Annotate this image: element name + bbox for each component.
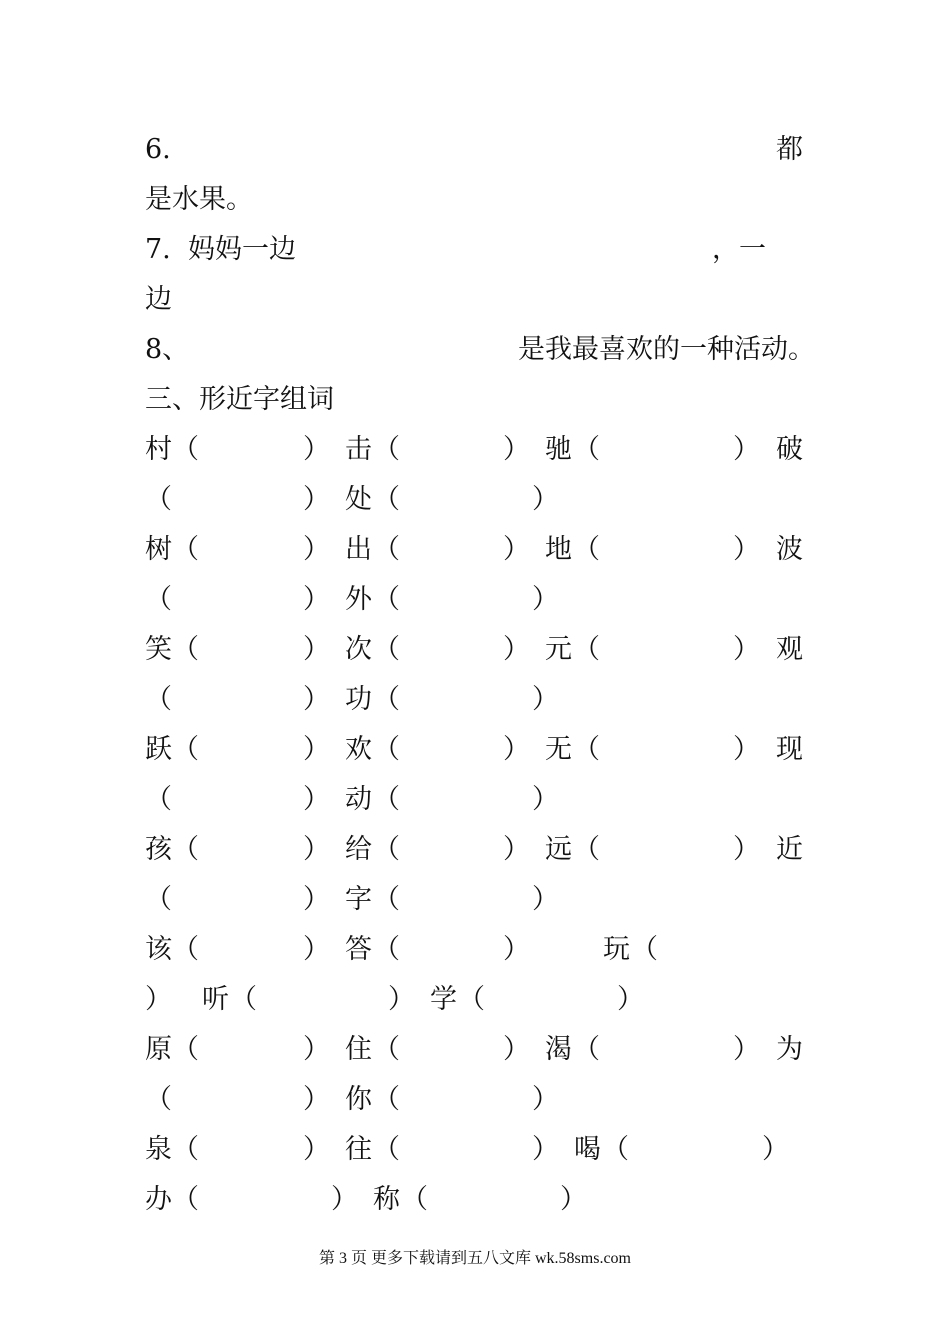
open-paren: （ <box>373 884 400 915</box>
close-paren: ） <box>733 734 760 765</box>
close-paren: ） <box>617 984 644 1015</box>
word-char: 笑 <box>145 634 172 665</box>
close-paren: ） <box>503 734 530 765</box>
word-char: 玩 <box>603 934 630 965</box>
open-paren: （ <box>373 1084 400 1115</box>
open-paren: （ <box>573 734 600 765</box>
open-paren: （ <box>172 634 199 665</box>
open-paren: （ <box>373 534 400 565</box>
open-paren: （ <box>373 834 400 865</box>
close-paren: ） <box>303 434 330 465</box>
close-paren: ） <box>303 884 330 915</box>
word-char: 学 <box>430 984 457 1015</box>
close-paren: ） <box>503 834 530 865</box>
word-char: 该 <box>145 934 172 965</box>
sentence-7-number: 7. <box>145 234 171 265</box>
page-footer: 第 3 页 更多下载请到五八文库 wk.58sms.com <box>318 1250 631 1267</box>
word-char: 元 <box>545 634 572 665</box>
open-paren: （ <box>602 1134 629 1165</box>
close-paren: ） <box>532 1084 559 1115</box>
word-char: 出 <box>345 534 372 565</box>
word-char: 你 <box>345 1084 372 1115</box>
open-paren: （ <box>401 1184 428 1215</box>
word-char: 远 <box>545 834 572 865</box>
close-paren: ） <box>503 934 530 965</box>
open-paren: （ <box>172 1134 199 1165</box>
word-char: 往 <box>345 1134 372 1165</box>
word-char: 办 <box>145 1184 172 1215</box>
word-char: 次 <box>345 634 372 665</box>
word-char: 树 <box>145 534 172 565</box>
word-char: 住 <box>345 1034 372 1065</box>
open-paren: （ <box>373 1034 400 1065</box>
open-paren: （ <box>373 484 400 515</box>
close-paren: ） <box>733 1034 760 1065</box>
close-paren: ） <box>303 834 330 865</box>
sentence-8-number: 8、 <box>145 334 190 365</box>
open-paren: （ <box>145 584 172 615</box>
close-paren: ） <box>303 1134 330 1165</box>
close-paren: ） <box>733 834 760 865</box>
sentence-7-end: ，一 <box>712 234 766 265</box>
word-char: 听 <box>202 984 229 1015</box>
word-char: 观 <box>776 634 803 665</box>
close-paren: ） <box>503 434 530 465</box>
word-char: 击 <box>345 434 372 465</box>
word-char: 原 <box>145 1034 172 1065</box>
open-paren: （ <box>573 1034 600 1065</box>
open-paren: （ <box>145 884 172 915</box>
open-paren: （ <box>172 1034 199 1065</box>
close-paren: ） <box>733 434 760 465</box>
close-paren: ） <box>532 484 559 515</box>
word-char: 波 <box>776 534 803 565</box>
close-paren: ） <box>303 484 330 515</box>
open-paren: （ <box>172 834 199 865</box>
close-paren: ） <box>532 584 559 615</box>
open-paren: （ <box>145 684 172 715</box>
close-paren: ） <box>503 534 530 565</box>
close-paren: ） <box>532 684 559 715</box>
word-char: 称 <box>373 1184 400 1215</box>
sentence-6-continuation: 是水果。 <box>145 184 253 215</box>
open-paren: （ <box>230 984 257 1015</box>
close-paren: ） <box>503 634 530 665</box>
word-char: 字 <box>345 884 372 915</box>
word-char: 近 <box>776 834 803 865</box>
word-char: 处 <box>345 484 372 515</box>
sentence-8-end: 是我最喜欢的一种活动。 <box>518 334 815 365</box>
word-char: 地 <box>545 534 572 565</box>
close-paren: ） <box>145 984 172 1015</box>
section-title: 三、形近字组词 <box>145 384 334 415</box>
close-paren: ） <box>388 984 415 1015</box>
open-paren: （ <box>172 734 199 765</box>
open-paren: （ <box>373 784 400 815</box>
open-paren: （ <box>373 934 400 965</box>
open-paren: （ <box>145 484 172 515</box>
open-paren: （ <box>573 834 600 865</box>
open-paren: （ <box>573 634 600 665</box>
close-paren: ） <box>532 784 559 815</box>
open-paren: （ <box>373 734 400 765</box>
word-char: 跃 <box>145 734 172 765</box>
close-paren: ） <box>532 1134 559 1165</box>
sentence-6-end: 都 <box>776 134 803 165</box>
open-paren: （ <box>373 1134 400 1165</box>
close-paren: ） <box>303 1084 330 1115</box>
open-paren: （ <box>145 1084 172 1115</box>
close-paren: ） <box>733 534 760 565</box>
open-paren: （ <box>631 934 658 965</box>
close-paren: ） <box>303 684 330 715</box>
word-char: 欢 <box>345 734 372 765</box>
sentence-7-continuation: 边 <box>145 284 172 315</box>
word-char: 现 <box>776 734 803 765</box>
word-char: 孩 <box>145 834 172 865</box>
word-char: 给 <box>345 834 372 865</box>
close-paren: ） <box>303 634 330 665</box>
close-paren: ） <box>733 634 760 665</box>
close-paren: ） <box>303 534 330 565</box>
open-paren: （ <box>145 784 172 815</box>
close-paren: ） <box>762 1134 789 1165</box>
word-char: 无 <box>545 734 572 765</box>
word-char: 喝 <box>574 1134 601 1165</box>
open-paren: （ <box>373 584 400 615</box>
word-char: 外 <box>345 584 372 615</box>
open-paren: （ <box>373 634 400 665</box>
word-char: 渴 <box>545 1034 572 1065</box>
word-char: 驰 <box>545 434 572 465</box>
word-char: 破 <box>776 434 803 465</box>
word-char: 功 <box>345 684 372 715</box>
sentence-6-number: 6. <box>145 134 171 165</box>
open-paren: （ <box>172 434 199 465</box>
close-paren: ） <box>303 934 330 965</box>
open-paren: （ <box>172 1184 199 1215</box>
word-char: 动 <box>345 784 372 815</box>
open-paren: （ <box>573 534 600 565</box>
close-paren: ） <box>303 584 330 615</box>
word-char: 为 <box>776 1034 803 1065</box>
close-paren: ） <box>303 1034 330 1065</box>
close-paren: ） <box>503 1034 530 1065</box>
open-paren: （ <box>458 984 485 1015</box>
open-paren: （ <box>373 684 400 715</box>
open-paren: （ <box>573 434 600 465</box>
word-char: 村 <box>145 434 172 465</box>
open-paren: （ <box>172 534 199 565</box>
close-paren: ） <box>532 884 559 915</box>
word-char: 答 <box>345 934 372 965</box>
sentence-7-start: 妈妈一边 <box>188 234 296 265</box>
close-paren: ） <box>331 1184 358 1215</box>
open-paren: （ <box>172 934 199 965</box>
close-paren: ） <box>560 1184 587 1215</box>
open-paren: （ <box>373 434 400 465</box>
word-char: 泉 <box>145 1134 172 1165</box>
close-paren: ） <box>303 734 330 765</box>
close-paren: ） <box>303 784 330 815</box>
